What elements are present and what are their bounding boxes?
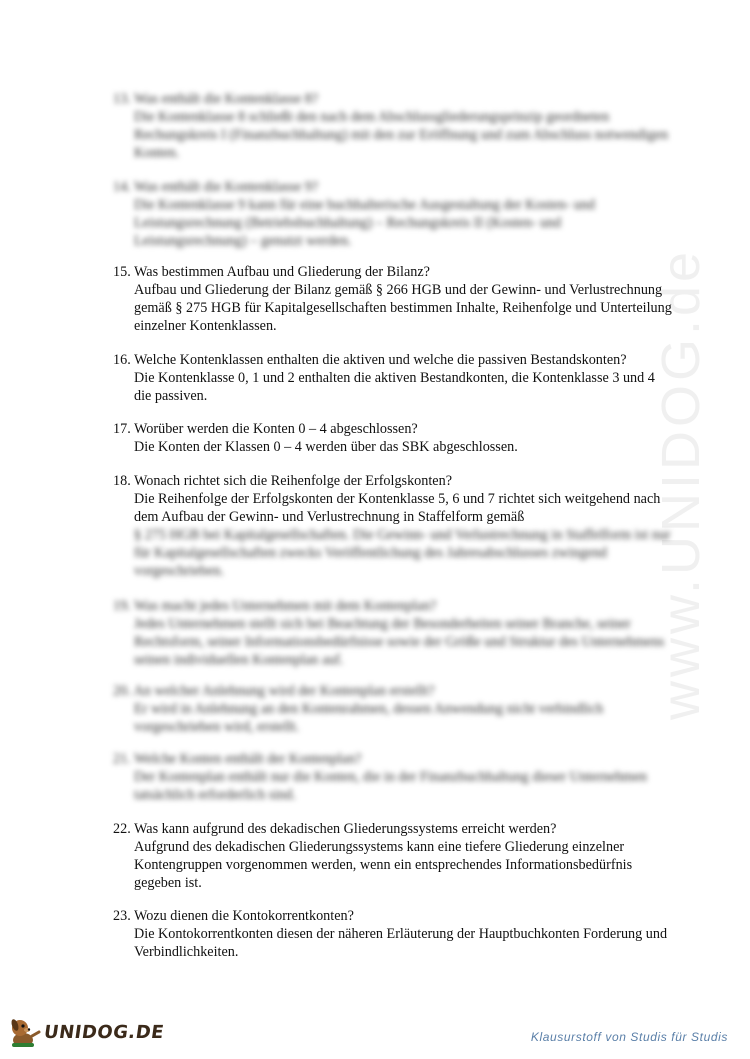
question-text: 20. An welcher Anlehnung wird der Kontenplan erstellt? [113,683,435,699]
answer-text: Der Kontenplan enthält nur die Konten, die in der Finanzbuchhaltung dieser Unternehmen tatsächlich erforderlich sind. [134,769,647,803]
question-22 [113,820,673,892]
answer-text: Die Kontokorrentkonten diesen der näheren Erläuterung der Hauptbuchkonten Forderung und Verbindlichkeiten. [134,926,668,960]
question-text: 19. Was macht jedes Unternehmen mit dem Kontenplan? [113,598,437,614]
question-text: 15. Was bestimmen Aufbau und Gliederung der Bilanz? [113,264,430,280]
answer-text-blurred: § 275 HGB bei Kapitalgesellschaften. Die Gewinn- und Verlustrechnung in Staffelform ist nur für Kapitalgesellschaften zwecks Veröffentlichung des Jahresabschlusses zwingend vorgeschrieben. [134,527,671,579]
answer-text: Jedes Unternehmen stellt sich bei Beachtung der Besonderheiten seiner Branche, seiner Rechtsform, seiner Informationsbedürfnisse sowie der Größe und Struktur des Unternehmens seinen individuellen Kontenplan auf. [134,616,665,668]
footer-tagline: Klausurstoff von Studis für Studis [530,1030,728,1044]
question-text: 23. Wozu dienen die Kontokorrentkonten? [113,908,354,924]
question-19 [113,597,673,669]
question-21 [113,750,673,804]
question-text: 17. Worüber werden die Konten 0 – 4 abgeschlossen? [113,421,418,437]
question-text: 22. Was kann aufgrund des dekadischen Gliederungssystems erreicht werden? [113,821,557,837]
answer-text: Die Kontenklasse 0, 1 und 2 enthalten die aktiven Bestandkonten, die Kontenklasse 3 und 4 die passiven. [134,370,655,404]
question-15 [113,263,673,335]
answer-text: Er wird in Anlehnung an den Kontenrahmen, dessen Anwendung nicht verbindlich vorgeschrieben wird, erstellt. [134,701,604,735]
question-16 [113,351,673,405]
footer-logo [8,1012,164,1052]
question-text: 18. Wonach richtet sich die Reihenfolge der Erfolgskonten? [113,473,452,489]
answer-text: Die Reihenfolge der Erfolgskonten der Kontenklasse 5, 6 und 7 richtet sich weitgehend nach dem Aufbau der Gewinn- und Verlustrechnung in Staffelform gemäß [134,491,661,525]
question-23 [113,907,673,961]
watermark: www.UNIDOG.de [651,247,711,720]
logo-text: UNIDOG.DE [42,1021,166,1043]
question-14 [113,178,673,250]
answer-text: Aufgrund des dekadischen Gliederungssystems kann eine tiefere Gliederung einzelner Kontengruppen vorgenommen werden, wenn ein entsprechendes Informationsbedürfnis gegeben ist. [134,839,633,891]
question-13 [113,90,673,162]
question-text: 14. Was enthält die Kontenklasse 9? [113,179,319,195]
dog-mascot-icon [8,1014,42,1050]
answer-text: Aufbau und Gliederung der Bilanz gemäß § 266 HGB und der Gewinn- und Verlustrechnung gemäß § 275 HGB für Kapitalgesellschaften bestimmen Inhalte, Reihenfolge und Unterteilung einzelner Kontenklassen. [134,282,672,334]
question-text: 13. Was enthält die Kontenklasse 8? [113,91,319,107]
question-17 [113,420,673,456]
question-20 [113,682,673,736]
answer-text: Die Kontenklasse 9 kann für eine buchhalterische Ausgestaltung der Kosten- und Leistungsrechnung (Betriebsbuchhaltung) – Rechungskreis II (Kosten- und Leistungsrechnung) – genutzt werden. [134,197,595,249]
question-text: 21. Welche Konten enthält der Kontenplan? [113,751,362,767]
question-text: 16. Welche Kontenklassen enthalten die aktiven und welche die passiven Bestandskonten? [113,352,627,368]
question-18 [113,472,673,580]
answer-text: Die Kontenklasse 8 schließt den nach dem Abschlussgliederungsprinzip geordneten Rechungskreis I (Finanzbuchhaltung) mit den zur Eröffnung und zum Abschluss notwendigen Konten. [134,109,669,161]
answer-text: Die Konten der Klassen 0 – 4 werden über das SBK abgeschlossen. [134,439,518,455]
